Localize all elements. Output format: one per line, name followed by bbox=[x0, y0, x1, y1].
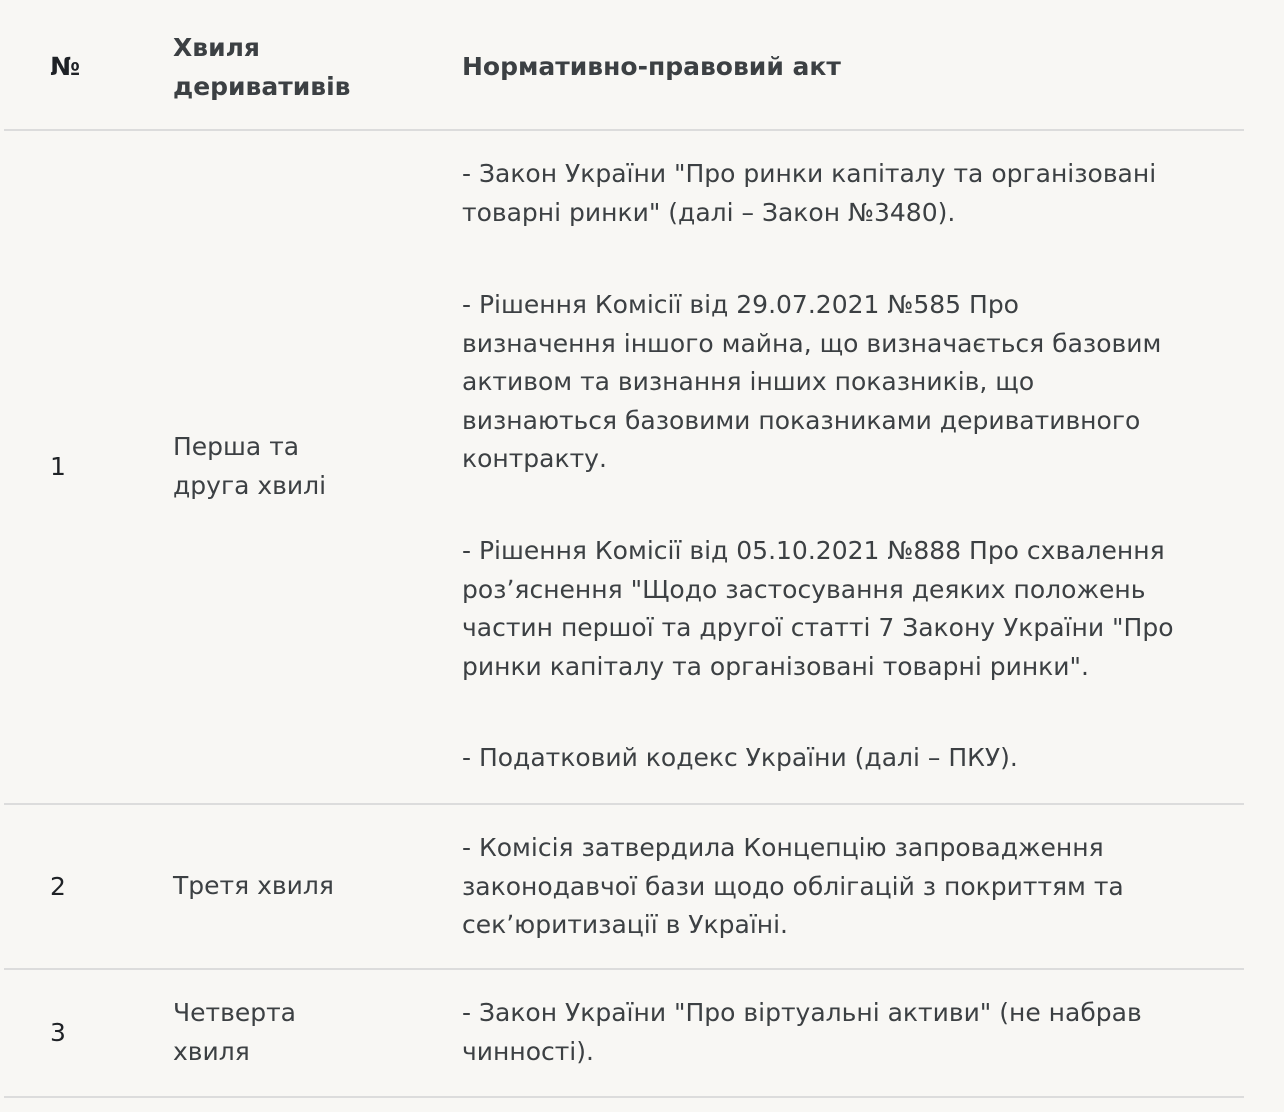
act-paragraph bbox=[462, 286, 1161, 479]
row-wave bbox=[173, 867, 443, 906]
act-line: - Податковий кодекс України (далі – ПКУ). bbox=[462, 743, 1018, 772]
act-paragraph bbox=[462, 829, 1124, 945]
row-wave bbox=[173, 428, 443, 505]
table-row bbox=[4, 805, 1244, 970]
header-wave bbox=[173, 28, 443, 106]
act-line: товарні ринки" (далі – Закон №3480). bbox=[462, 197, 956, 227]
act-paragraph bbox=[462, 994, 1142, 1071]
act-line: активом та визнання інших показників, що bbox=[462, 367, 1035, 396]
act-line: секʼюритизації в Україні. bbox=[462, 910, 789, 939]
act-paragraph bbox=[462, 532, 1174, 686]
act-line: контракту. bbox=[462, 444, 607, 473]
regulation-table bbox=[4, 0, 1244, 1098]
act-line: чинності). bbox=[462, 1036, 594, 1066]
act-line: - Закон України "Про ринки капіталу та організовані bbox=[462, 159, 1157, 188]
act-line: - Комісія затвердила Концепцію запровадження bbox=[462, 833, 1104, 862]
row-wave-line: Третя хвиля bbox=[173, 871, 334, 900]
act-paragraph bbox=[462, 155, 1156, 232]
row-wave bbox=[173, 994, 443, 1071]
header-number: № bbox=[50, 52, 81, 81]
row-number: 2 bbox=[50, 872, 66, 901]
row-wave-line: Перша та bbox=[173, 432, 300, 461]
act-line: розʼяснення "Щодо застосування деяких положень bbox=[462, 574, 1146, 604]
act-line: - Закон України "Про віртуальні активи" (не набрав bbox=[462, 998, 1142, 1027]
header-act: Нормативно-правовий акт bbox=[462, 52, 841, 81]
row-wave-line: Четверта bbox=[173, 998, 296, 1027]
row-wave-line: друга хвилі bbox=[173, 470, 327, 500]
act-line: - Рішення Комісії від 05.10.2021 №888 Про схвалення bbox=[462, 536, 1165, 565]
header-wave-line: деривативів bbox=[173, 72, 351, 101]
header-wave-line: Хвиля bbox=[173, 33, 260, 62]
row-number: 1 bbox=[50, 452, 66, 481]
act-line: - Рішення Комісії від 29.07.2021 №585 Про bbox=[462, 290, 1019, 319]
row-number: 3 bbox=[50, 1018, 66, 1047]
act-line: частин першої та другої статті 7 Закону України "Про bbox=[462, 613, 1174, 642]
act-line: визнаються базовими показниками деривативного bbox=[462, 405, 1141, 435]
table-row bbox=[4, 131, 1244, 805]
act-line: визначення іншого майна, що визначається базовим bbox=[462, 328, 1162, 358]
act-paragraph bbox=[462, 739, 1018, 778]
act-line: ринки капіталу та організовані товарні ринки". bbox=[462, 651, 1089, 681]
table-row bbox=[4, 970, 1244, 1098]
row-wave-line: хвиля bbox=[173, 1036, 250, 1066]
table-header-row bbox=[4, 0, 1244, 131]
act-line: законодавчої бази щодо облігацій з покриттям та bbox=[462, 871, 1124, 901]
